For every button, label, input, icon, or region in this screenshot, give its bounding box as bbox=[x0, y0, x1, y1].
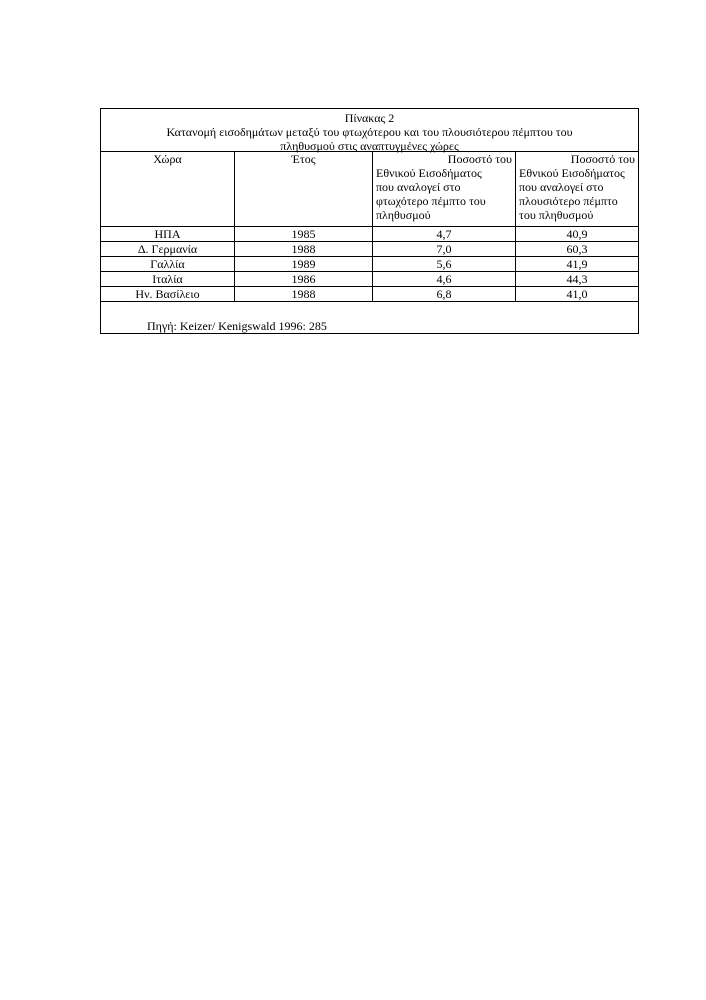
cell-country: Δ. Γερμανία bbox=[101, 242, 235, 257]
header-richest-line: πλουσιότερο πέμπτο bbox=[519, 194, 618, 208]
header-country-label: Χώρα bbox=[153, 152, 182, 166]
table-row bbox=[101, 242, 638, 257]
header-richest-line: που αναλογεί στο bbox=[519, 180, 604, 194]
cell-richest: 60,3 bbox=[516, 242, 639, 257]
cell-country: Ιταλία bbox=[101, 272, 235, 287]
income-distribution-table bbox=[100, 108, 639, 334]
cell-poorest: 6,8 bbox=[373, 287, 516, 302]
header-poorest-line: φτωχότερο πέμπτο του bbox=[376, 194, 486, 208]
header-richest-line: Εθνικού Εισοδήματος bbox=[519, 166, 625, 180]
cell-poorest: 4,6 bbox=[373, 272, 516, 287]
cell-richest: 40,9 bbox=[516, 227, 639, 242]
table-subtitle-line2: πληθυσμού στις αναπτυγμένες χώρες bbox=[280, 139, 459, 153]
cell-year: 1988 bbox=[235, 287, 373, 302]
table-caption bbox=[101, 109, 638, 152]
cell-poorest: 4,7 bbox=[373, 227, 516, 242]
table-row bbox=[101, 227, 638, 242]
header-poorest-line: που αναλογεί στο bbox=[376, 180, 461, 194]
cell-country: Γαλλία bbox=[101, 257, 235, 272]
cell-richest: 44,3 bbox=[516, 272, 639, 287]
header-richest-line: Ποσοστό του bbox=[570, 152, 635, 166]
header-richest-line: του πληθυσμού bbox=[519, 208, 594, 222]
header-poorest-line: πληθυσμού bbox=[376, 208, 431, 222]
cell-richest: 41,9 bbox=[516, 257, 639, 272]
table-subtitle-line1: Κατανομή εισοδημάτων μεταξύ του φτωχότερου και του πλουσιότερου πέμπτου του bbox=[166, 125, 573, 139]
cell-country: Ην. Βασίλειο bbox=[101, 287, 235, 302]
cell-poorest: 7,0 bbox=[373, 242, 516, 257]
header-row bbox=[101, 152, 638, 227]
cell-year: 1985 bbox=[235, 227, 373, 242]
source-row bbox=[101, 301, 638, 333]
header-richest bbox=[516, 152, 639, 227]
header-poorest-line: Εθνικού Εισοδήματος bbox=[376, 166, 482, 180]
cell-year: 1988 bbox=[235, 242, 373, 257]
source-note: Πηγή: Keizer/ Kenigswald 1996: 285 bbox=[147, 319, 327, 333]
table-row bbox=[101, 287, 638, 302]
header-year-label: Έτος bbox=[291, 152, 316, 166]
header-year bbox=[235, 152, 373, 227]
cell-country: ΗΠΑ bbox=[101, 227, 235, 242]
header-poorest-line: Ποσοστό του bbox=[447, 152, 512, 166]
cell-year: 1986 bbox=[235, 272, 373, 287]
header-poorest bbox=[373, 152, 516, 227]
cell-year: 1989 bbox=[235, 257, 373, 272]
table-title: Πίνακας 2 bbox=[344, 111, 395, 125]
cell-richest: 41,0 bbox=[516, 287, 639, 302]
data-table bbox=[101, 152, 638, 301]
table-row bbox=[101, 272, 638, 287]
header-country bbox=[101, 152, 235, 227]
table-row bbox=[101, 257, 638, 272]
cell-poorest: 5,6 bbox=[373, 257, 516, 272]
